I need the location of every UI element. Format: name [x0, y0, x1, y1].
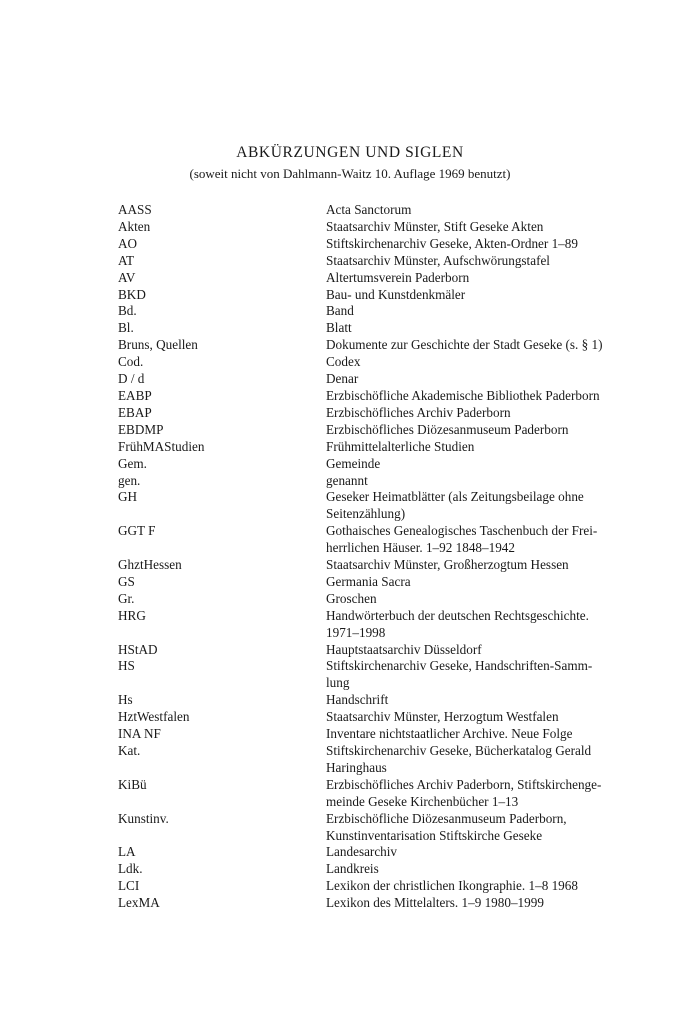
abbreviation-expansion: [326, 726, 656, 743]
abbreviation-entry: [118, 523, 658, 557]
expansion-line: Erzbischöfliche Akademische Bibliothek Paderborn: [326, 387, 600, 403]
abbreviation-entry: [118, 388, 658, 405]
abbreviation-entry: [118, 591, 658, 608]
abbreviation-expansion: [326, 489, 656, 523]
abbreviation-term: HS: [118, 658, 135, 674]
abbreviation-entry: [118, 320, 658, 337]
expansion-line: lung: [326, 675, 350, 691]
abbreviation-term: KiBü: [118, 776, 147, 792]
abbreviation-entry: [118, 270, 658, 287]
abbreviation-entry: [118, 253, 658, 270]
abbreviation-entry: [118, 878, 658, 895]
expansion-line: Hauptstaatsarchiv Düsseldorf: [326, 641, 482, 657]
abbreviation-term: AV: [118, 269, 136, 285]
abbreviation-entry: [118, 608, 658, 642]
abbreviation-expansion: [326, 388, 656, 405]
expansion-line: Staatsarchiv Münster, Stift Geseke Akten: [326, 218, 544, 234]
expansion-line: Groschen: [326, 590, 377, 606]
expansion-line: Stiftskirchenarchiv Geseke, Akten-Ordner 1–89: [326, 235, 578, 251]
abbreviation-term: FrühMAStudien: [118, 438, 205, 454]
abbreviation-term: HztWestfalen: [118, 709, 190, 725]
page-subtitle: (soweit nicht von Dahlmann-Waitz 10. Auflage 1969 benutzt): [189, 166, 511, 181]
abbreviation-term: Ldk.: [118, 861, 143, 877]
abbreviation-term: AT: [118, 252, 135, 268]
expansion-line: Handwörterbuch der deutschen Rechtsgeschichte.: [326, 607, 589, 623]
expansion-line: Staatsarchiv Münster, Herzogtum Westfalen: [326, 709, 559, 725]
expansion-line: Gemeinde: [326, 455, 381, 471]
abbreviation-expansion: [326, 608, 656, 642]
abbreviation-term: Gr.: [118, 590, 135, 606]
abbreviation-entry: [118, 236, 658, 253]
expansion-line: Erzbischöfliche Diözesanmuseum Paderborn,: [326, 810, 567, 826]
abbreviation-expansion: [326, 202, 656, 219]
abbreviation-expansion: [326, 270, 656, 287]
abbreviation-expansion: [326, 895, 656, 912]
abbreviation-expansion: [326, 692, 656, 709]
abbreviation-expansion: [326, 439, 656, 456]
abbreviation-entry: [118, 473, 658, 490]
abbreviation-entry: [118, 405, 658, 422]
expansion-line: Kunstinventarisation Stiftskirche Geseke: [326, 827, 543, 843]
abbreviation-entry: [118, 422, 658, 439]
abbreviation-entry: [118, 303, 658, 320]
abbreviation-expansion: [326, 236, 656, 253]
abbreviation-expansion: [326, 473, 656, 490]
abbreviation-term: HStAD: [118, 641, 158, 657]
abbreviation-term: GhztHessen: [118, 557, 182, 573]
abbreviation-expansion: [326, 320, 656, 337]
expansion-line: Haringhaus: [326, 759, 387, 775]
expansion-line: Acta Sanctorum: [326, 202, 412, 217]
expansion-line: Seitenzählung): [326, 506, 406, 522]
abbreviation-expansion: [326, 354, 656, 371]
abbreviation-expansion: [326, 557, 656, 574]
abbreviation-entry: [118, 895, 658, 912]
abbreviation-expansion: [326, 709, 656, 726]
abbreviation-term: Hs: [118, 692, 133, 708]
expansion-line: Dokumente zur Geschichte der Stadt Geseke (s. § 1): [326, 337, 603, 353]
abbreviation-term: Akten: [118, 218, 151, 234]
expansion-line: Stiftskirchenarchiv Geseke, Handschriften-Samm-: [326, 658, 593, 674]
abbreviation-expansion: [326, 523, 656, 557]
abbreviation-term: LA: [118, 844, 136, 860]
abbreviation-term: AO: [118, 235, 138, 251]
abbreviation-expansion: [326, 878, 656, 895]
abbreviation-term: Bl.: [118, 320, 134, 336]
abbreviation-entry: [118, 456, 658, 473]
expansion-line: Geseker Heimatblätter (als Zeitungsbeilage ohne: [326, 489, 584, 505]
abbreviation-term: HRG: [118, 607, 146, 623]
abbreviation-expansion: [326, 371, 656, 388]
abbreviation-term: Gem.: [118, 455, 147, 471]
abbreviation-entry: [118, 287, 658, 304]
expansion-line: Erzbischöfliches Archiv Paderborn, Stiftskirchenge-: [326, 776, 602, 792]
abbreviation-entry: [118, 777, 658, 811]
expansion-line: Erzbischöfliches Archiv Paderborn: [326, 404, 511, 420]
abbreviation-term: EBDMP: [118, 421, 164, 437]
abbreviation-term: AASS: [118, 202, 152, 217]
abbreviation-entry: [118, 202, 658, 219]
abbreviation-entry: [118, 642, 658, 659]
abbreviation-expansion: [326, 287, 656, 304]
expansion-line: Landkreis: [326, 861, 379, 877]
abbreviation-expansion: [326, 405, 656, 422]
abbreviation-term: BKD: [118, 286, 146, 302]
expansion-line: Handschrift: [326, 692, 389, 708]
expansion-line: Staatsarchiv Münster, Großherzogtum Hessen: [326, 557, 569, 573]
abbreviation-expansion: [326, 219, 656, 236]
abbreviation-entry: [118, 439, 658, 456]
abbreviation-expansion: [326, 658, 656, 692]
expansion-line: Staatsarchiv Münster, Aufschwörungstafel: [326, 252, 550, 268]
expansion-line: Bau- und Kunstdenkmäler: [326, 286, 466, 302]
abbreviation-term: Bd.: [118, 303, 137, 319]
abbreviation-entry: [118, 726, 658, 743]
abbreviation-expansion: [326, 861, 656, 878]
page-title: ABKÜRZUNGEN UND SIGLEN: [236, 144, 464, 161]
abbreviation-term: D / d: [118, 371, 145, 387]
abbreviation-entry: [118, 709, 658, 726]
abbreviation-entry: [118, 844, 658, 861]
expansion-line: Inventare nichtstaatlicher Archive. Neue Folge: [326, 726, 573, 742]
abbreviation-entry: [118, 354, 658, 371]
expansion-line: Lexikon der christlichen Ikongraphie. 1–8 1968: [326, 878, 578, 894]
expansion-line: genannt: [326, 472, 368, 488]
expansion-line: Gothaisches Genealogisches Taschenbuch der Frei-: [326, 523, 598, 539]
abbreviation-entry: [118, 574, 658, 591]
abbreviation-term: LexMA: [118, 895, 160, 911]
abbreviation-term: Kat.: [118, 743, 141, 758]
abbreviation-entry: [118, 219, 658, 236]
expansion-line: Erzbischöfliches Diözesanmuseum Paderborn: [326, 421, 569, 437]
abbreviation-term: GGT F: [118, 523, 156, 539]
abbreviation-term: Kunstinv.: [118, 810, 169, 826]
abbreviation-entry: [118, 658, 658, 692]
abbreviation-expansion: [326, 777, 656, 811]
abbreviation-entry: [118, 861, 658, 878]
abbreviation-entry: [118, 371, 658, 388]
abbreviation-term: LCI: [118, 878, 140, 894]
expansion-line: Stiftskirchenarchiv Geseke, Bücherkatalog Gerald: [326, 743, 592, 758]
abbreviation-expansion: [326, 743, 656, 777]
abbreviation-entry: [118, 557, 658, 574]
expansion-line: Frühmittelalterliche Studien: [326, 438, 475, 454]
expansion-line: Denar: [326, 371, 359, 387]
abbreviation-term: EBAP: [118, 404, 152, 420]
abbreviation-term: Bruns, Quellen: [118, 337, 198, 353]
expansion-line: Landesarchiv: [326, 844, 398, 860]
expansion-line: 1971–1998: [326, 624, 386, 640]
abbreviation-expansion: [326, 574, 656, 591]
abbreviation-expansion: [326, 303, 656, 320]
abbreviation-expansion: [326, 253, 656, 270]
abbreviation-term: EABP: [118, 387, 152, 403]
abbreviation-expansion: [326, 456, 656, 473]
abbreviation-expansion: [326, 811, 656, 845]
abbreviation-expansion: [326, 337, 656, 354]
expansion-line: Codex: [326, 354, 361, 370]
expansion-line: Altertumsverein Paderborn: [326, 269, 470, 285]
expansion-line: Band: [326, 303, 354, 319]
abbreviation-entry: [118, 811, 658, 845]
abbreviation-term: Cod.: [118, 354, 144, 370]
expansion-line: Germania Sacra: [326, 573, 411, 589]
abbreviation-term: gen.: [118, 472, 141, 488]
abbreviation-term: GS: [118, 573, 135, 589]
abbreviation-entry: [118, 743, 658, 777]
abbreviation-term: INA NF: [118, 726, 161, 742]
abbreviation-entry: [118, 692, 658, 709]
abbreviation-term: GH: [118, 489, 138, 505]
abbreviation-expansion: [326, 591, 656, 608]
expansion-line: Blatt: [326, 320, 352, 336]
abbreviation-expansion: [326, 642, 656, 659]
expansion-line: herrlichen Häuser. 1–92 1848–1942: [326, 540, 515, 556]
expansion-line: Lexikon des Mittelalters. 1–9 1980–1999: [326, 895, 544, 911]
abbreviation-entry: [118, 489, 658, 523]
abbreviation-list: [118, 202, 658, 912]
abbreviation-expansion: [326, 844, 656, 861]
expansion-line: meinde Geseke Kirchenbücher 1–13: [326, 793, 519, 809]
abbreviation-expansion: [326, 422, 656, 439]
abbreviation-entry: [118, 337, 658, 354]
